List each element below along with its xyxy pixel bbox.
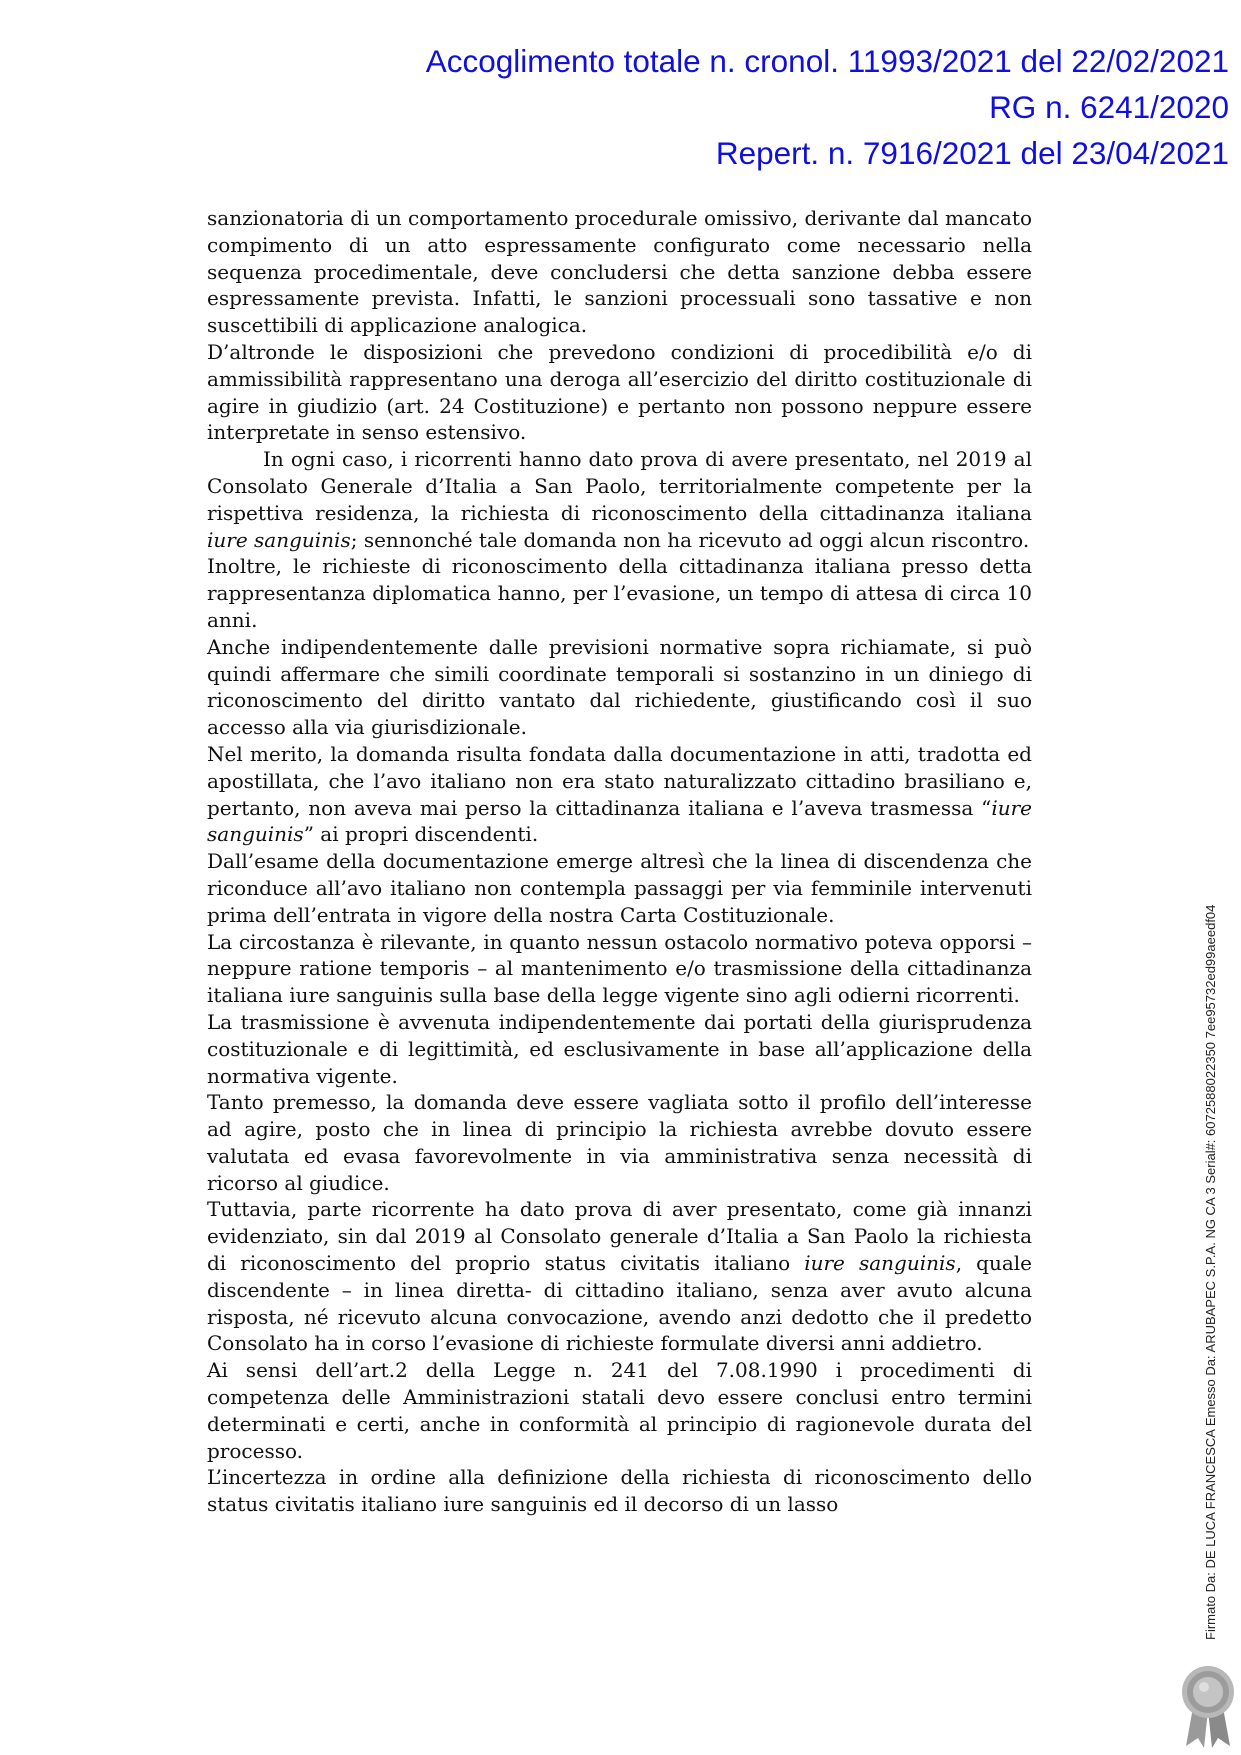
- paragraph: Anche indipendentemente dalle previsioni normative sopra richiamate, si può quindi affermare che simili coordinate temporali si sostanzino in un diniego di riconoscimento del diritto vantato dal richiedente, giustificando così il suo accesso alla via giurisdizionale.: [207, 634, 1032, 740]
- paragraph: Tanto premesso, la domanda deve essere vagliata sotto il profilo dell’interesse ad agire, posto che in linea di principio la richiesta avrebbe dovuto essere valutata ed evasa favorevolmente in via amministrativa senza necessità di ricorso al giudice.: [207, 1090, 1032, 1195]
- header-repert-number: Repert. n. 7916/2021 del 23/04/2021: [715, 135, 1229, 171]
- paragraph: La trasmissione è avvenuta indipendentemente dai portati della giurisprudenza costituzionale e di legittimità, ed esclusivamente in base all’applicazione della normativa vigente.: [207, 1009, 1032, 1088]
- paragraph: [207, 446, 1032, 553]
- paragraph-text: Tuttavia, parte ricorrente ha dato prova di aver presentato, come già innanzi evidenziato, sin dal 2019 al Consolato generale d’Italia a San Paolo la richiesta di riconoscimento del proprio status civitatis italiano: [207, 1197, 1032, 1276]
- paragraph: Dall’esame della documentazione emerge altresì che la linea di discendenza che riconduce all’avo italiano non contempla passaggi per via femminile intervenuti prima dell’entrata in vigore della nostra Carta Costituzionale.: [207, 849, 1032, 927]
- paragraph: L’incertezza in ordine alla definizione della richiesta di riconoscimento dello status civitatis italiano iure sanguinis ed il decorso di un lasso: [207, 1465, 1032, 1517]
- italic-term: iure sanguinis: [207, 527, 351, 552]
- paragraph-text: ” ai propri discendenti.: [303, 822, 539, 847]
- paragraph: [207, 741, 1032, 848]
- italic-term: iure sanguinis: [804, 1251, 956, 1276]
- signature-text: Firmato Da: DE LUCA FRANCESCA Emesso Da: ARUBAPEC S.P.A. NG CA 3 Serial#: 6072588022350 7ee95732ed99aeedf04: [1203, 904, 1218, 1640]
- paragraph: Ai sensi dell’art.2 della Legge n. 241 del 7.08.1990 i procedimenti di competenza delle Amministrazioni statali devo essere conclusi entro termini determinati e certi, anche in conformità al principio di ragionevole durata del processo.: [207, 1358, 1032, 1463]
- paragraph: Inoltre, le richieste di riconoscimento della cittadinanza italiana presso detta rappresentanza diplomatica hanno, per l’evasione, un tempo di attesa di circa 10 anni.: [207, 554, 1032, 632]
- paragraph-text: , quale discendente – in linea diretta- di cittadino italiano, senza aver avuto alcuna risposta, né ricevuto alcuna convocazione, avendo anzi dedotto che il predetto Consolato ha in corso l’evasione di richieste formulate diversi anni addietro.: [207, 1251, 1032, 1356]
- paragraph-text: ; sennonché tale domanda non ha ricevuto ad oggi alcun riscontro.: [350, 527, 1030, 552]
- document-header: [129, 38, 1229, 176]
- rosette-seal-icon: [1180, 1662, 1236, 1750]
- italic-term: iure sanguinis: [207, 795, 1032, 847]
- paragraph: sanzionatoria di un comportamento procedurale omissivo, derivante dal mancato compimento di un atto espressamente configurato come necessario nella sequenza procedimentale, deve concludersi che detta sanzione debba essere espressamente prevista. Infatti, le sanzioni processuali sono tassative e non suscettibili di applicazione analogica.: [207, 206, 1032, 338]
- header-accoglimento: Accoglimento totale n. cronol. 11993/2021 del 22/02/2021: [425, 43, 1229, 79]
- paragraph-text: In ogni caso, i ricorrenti hanno dato prova di avere presentato, nel 2019 al Consolato Generale d’Italia a San Paolo, territorialmente competente per la rispettiva residenza, la richiesta di riconoscimento della cittadinanza italiana: [207, 447, 1032, 525]
- paragraph: [207, 1196, 1032, 1357]
- header-rg-number: RG n. 6241/2020: [989, 89, 1229, 125]
- paragraph: La circostanza è rilevante, in quanto nessun ostacolo normativo poteva opporsi – neppure ratione temporis – al mantenimento e/o trasmissione della cittadinanza italiana iure sanguinis sulla base della legge vigente sino agli odierni ricorrenti.: [207, 929, 1032, 1008]
- paragraph: D’altronde le disposizioni che prevedono condizioni di procedibilità e/o di ammissibilità rappresentano una deroga all’esercizio del diritto costituzionale di agire in giudizio (art. 24 Costituzione) e pertanto non possono neppure essere interpretate in senso estensivo.: [207, 339, 1032, 445]
- paragraph-text: Nel merito, la domanda risulta fondata dalla documentazione in atti, tradotta ed apostillata, che l’avo italiano non era stato naturalizzato cittadino brasiliano e, pertanto, non aveva mai perso la cittadinanza italiana e l’aveva trasmessa “: [207, 741, 1032, 820]
- document-body: [207, 205, 1032, 1518]
